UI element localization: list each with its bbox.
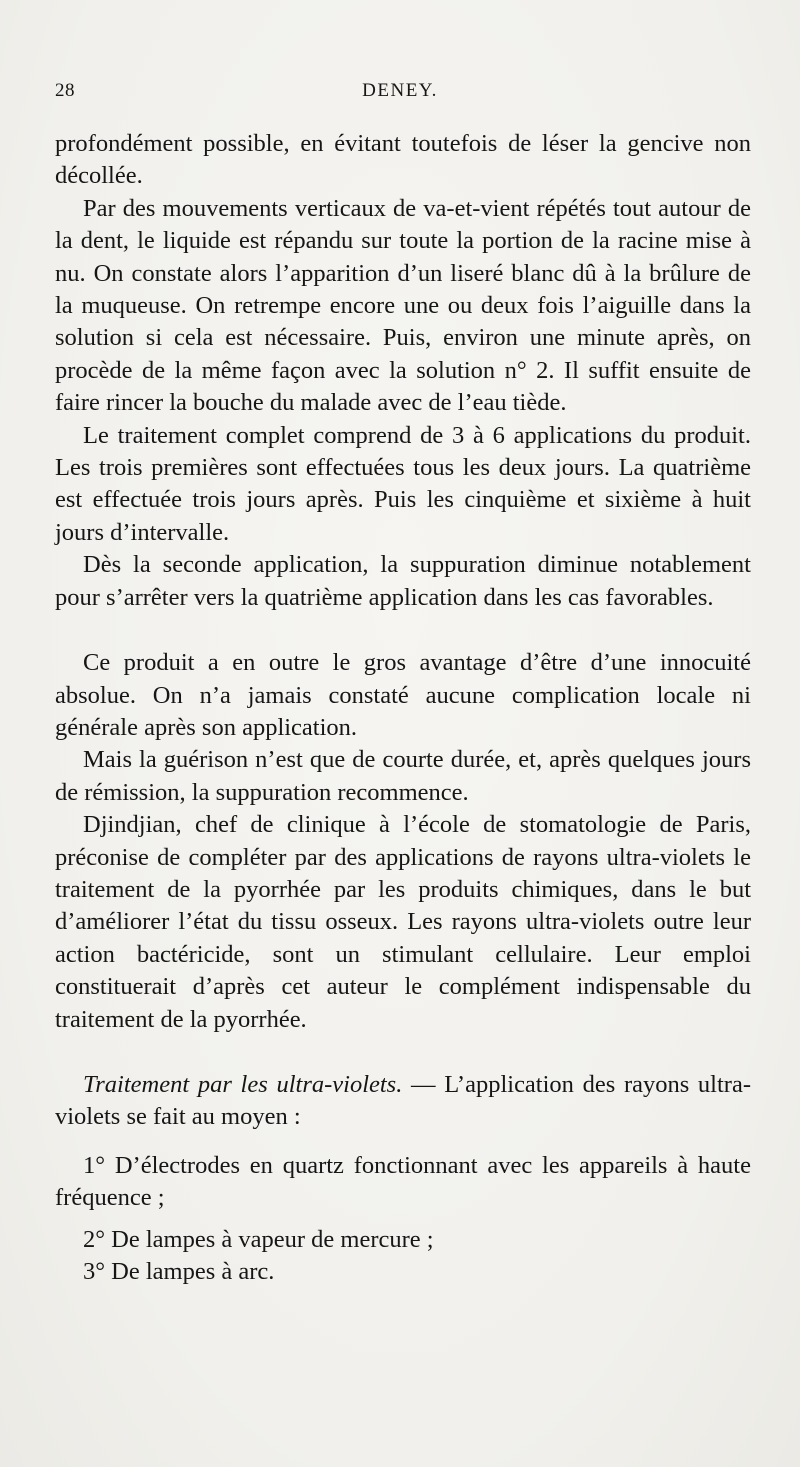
list-gap [55,1134,751,1150]
page-header [55,80,745,114]
paragraph-application-method: Par des mouvements verticaux de va-et-vient répétés tout autour de la dent, le liquide est répandu sur toute la portion de la racine mise à nu. On constate alors l’apparition d’un liseré blanc dû à la brûlure de la muqueuse. On retrempe encore une ou deux fois l’aiguille dans la solution si cela est nécessaire. Puis, environ une minute après, on procède de la même façon avec la solution n° 2. Il suffit ensuite de faire rincer la bouche du malade avec de l’eau tiède. [55,194,751,417]
paragraph-continuation: profondément possible, en évitant toutefois de léser la gencive non décollée. [55,130,751,190]
paragraph-short-cure: Mais la guérison n’est que de courte durée, et, après quelques jours de rémission, la suppuration recommence. [55,746,751,806]
paragraph-gap [55,614,751,647]
section-ultraviolet [55,1069,751,1134]
list-item-quartz-electrodes: 1° D’électrodes en quartz fonctionnant avec les appareils à haute fréquence ; [55,1151,751,1212]
running-head: DENEY. [362,80,438,101]
paragraph-treatment-schedule: Le traitement complet comprend de 3 à 6 applications du produit. Les trois premières sont effectuées tous les deux jours. La quatrième est effectuée trois jours après. Puis les cinquième et sixième à huit jours d’intervalle. [55,421,751,546]
section-intro: — L’application des rayons ultra-violets se fait au moyen : [55,1070,751,1131]
page-number: 28 [55,80,75,101]
body-text [55,128,751,1288]
list-item-arc-lamps: 3° De lampes à arc. [83,1258,275,1285]
paragraph-suppuration: Dès la seconde application, la suppuration diminue notablement pour s’arrêter vers la quatrième application dans les cas favorables. [55,551,751,611]
list-item-mercury-lamps: 2° De lampes à vapeur de mercure ; [83,1225,434,1253]
section-title: Traitement par les ultra-violets. [83,1070,403,1098]
section-gap [55,1036,751,1069]
paragraph-innocuity: Ce produit a en outre le gros avantage d’être d’une innocuité absolue. On n’a jamais constaté aucune complication locale ni générale après son application. [55,649,751,741]
paragraph-djindjian: Djindjian, chef de clinique à l’école de stomatologie de Paris, préconise de compléter par des applications de rayons ultra-violets le traitement de la pyorrhée par les produits chimiques, dans le but d’améliorer l’état du tissu osseux. Les rayons ultra-violets outre leur action bactéricide, sont un stimulant cellulaire. Leur emploi constituerait d’après cet auteur le complément indispensable du traitement de la pyorrhée. [55,811,751,1033]
